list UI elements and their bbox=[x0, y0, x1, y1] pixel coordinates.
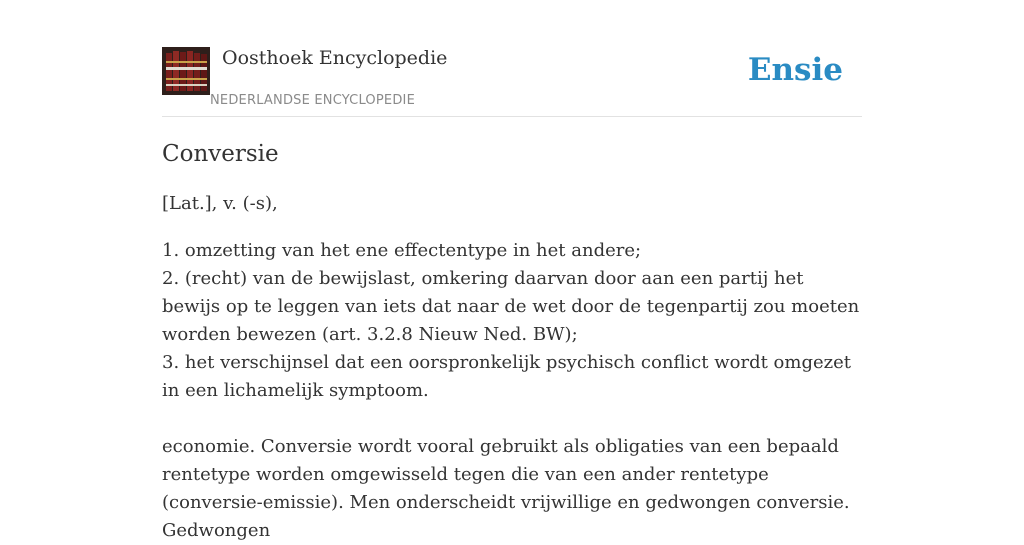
site-header bbox=[162, 46, 862, 117]
definitions-list bbox=[162, 237, 862, 405]
encyclopedia-books-icon[interactable] bbox=[162, 47, 210, 95]
definition-item: 3. het verschijnsel dat een oorspronkelijk psychisch conflict wordt omgezet in een lichamelijk symptoom. bbox=[162, 352, 851, 401]
grammar-note: [Lat.], v. (-s), bbox=[162, 193, 278, 214]
site-title[interactable]: Oosthoek Encyclopedie bbox=[222, 47, 448, 69]
brand-logo[interactable]: Ensie bbox=[747, 52, 843, 88]
definition-item: 1. omzetting van het ene effectentype in het andere; bbox=[162, 240, 642, 261]
site-subtitle: NEDERLANDSE ENCYCLOPEDIE bbox=[210, 93, 415, 108]
economie-section-text: economie. Conversie wordt vooral gebruikt als obligaties van een bepaald rentetype worden omgewisseld tegen die van een ander rentetype (conversie-emissie). Men onderscheidt vrijwillige en gedwongen conversie. Gedwongen bbox=[162, 436, 850, 541]
article-content bbox=[162, 138, 862, 545]
page-title: Conversie bbox=[162, 141, 279, 167]
definition-item: 2. (recht) van de bewijslast, omkering daarvan door aan een partij het bewijs op te leggen van iets dat naar de wet door de tegenpartij zou moeten worden bewezen (art. 3.2.8 Nieuw Ned. BW); bbox=[162, 268, 860, 345]
